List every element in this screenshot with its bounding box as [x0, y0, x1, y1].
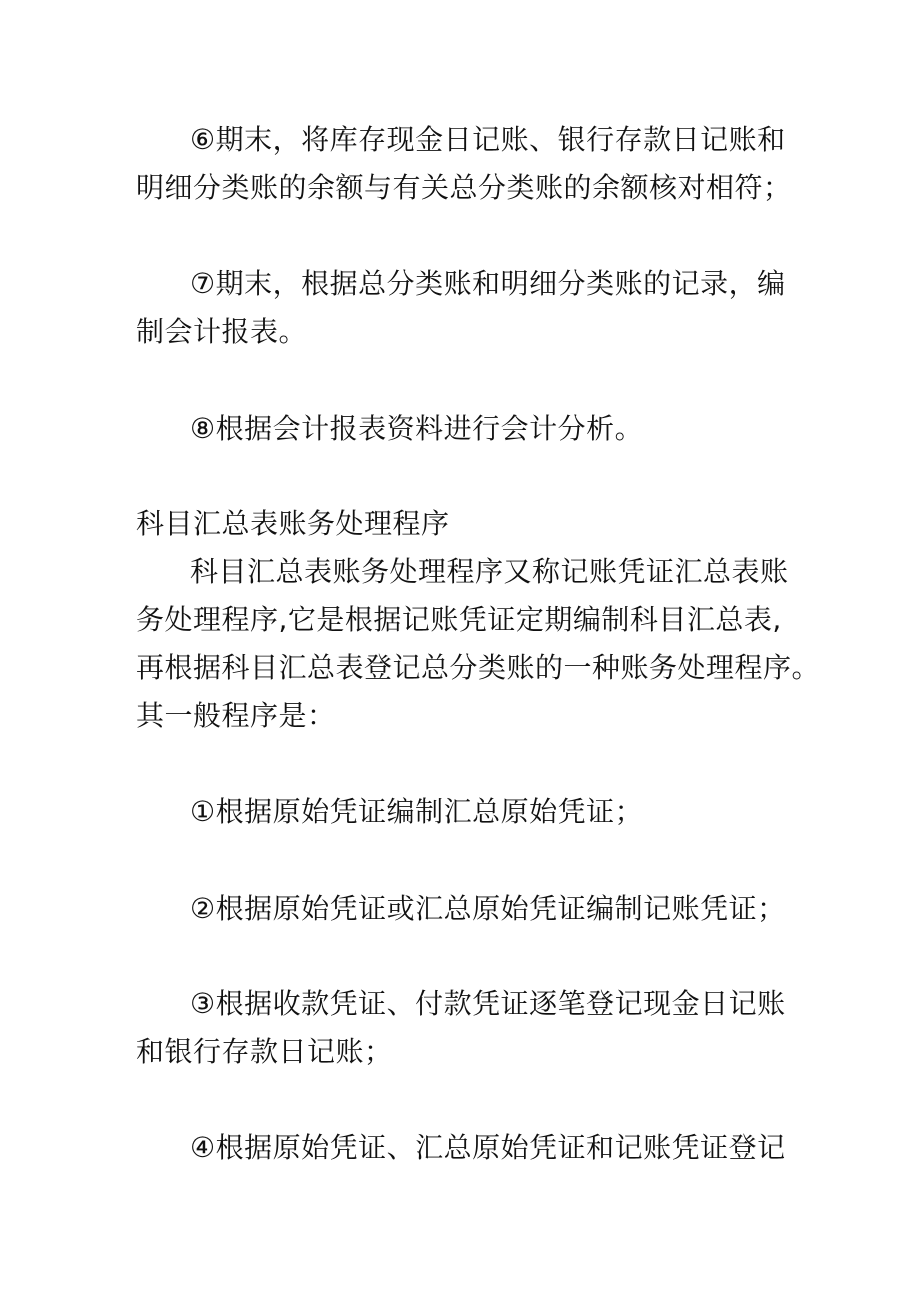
intro-line4: 其一般程序是： — [136, 699, 336, 732]
item7-line2: 制会计报表。 — [136, 315, 308, 348]
intro-line3: 再根据科目汇总表登记总分类账的一种账务处理程序。 — [136, 651, 821, 684]
step1-line1: ①根据原始凭证编制汇总原始凭证； — [190, 795, 644, 828]
intro-line2: 务处理程序,它是根据记账凭证定期编制科目汇总表, — [136, 603, 782, 636]
intro-line1: 科目汇总表账务处理程序又称记账凭证汇总表账 — [190, 555, 789, 588]
item6-line2: 明细分类账的余额与有关总分类账的余额核对相符； — [136, 171, 792, 204]
item6-line1: ⑥期末，将库存现金日记账、银行存款日记账和 — [190, 123, 786, 156]
item7-line1: ⑦期末，根据总分类账和明细分类账的记录，编 — [190, 267, 786, 300]
section-heading: 科目汇总表账务处理程序 — [136, 507, 450, 540]
step4-line1: ④根据原始凭证、汇总原始凭证和记账凭证登记 — [190, 1131, 786, 1164]
step2-line1: ②根据原始凭证或汇总原始凭证编制记账凭证； — [190, 892, 786, 925]
step3-line2: 和银行存款日记账； — [136, 1035, 393, 1068]
step3-line1: ③根据收款凭证、付款凭证逐笔登记现金日记账 — [190, 987, 786, 1020]
item8-line1: ⑧根据会计报表资料进行会计分析。 — [190, 412, 644, 445]
